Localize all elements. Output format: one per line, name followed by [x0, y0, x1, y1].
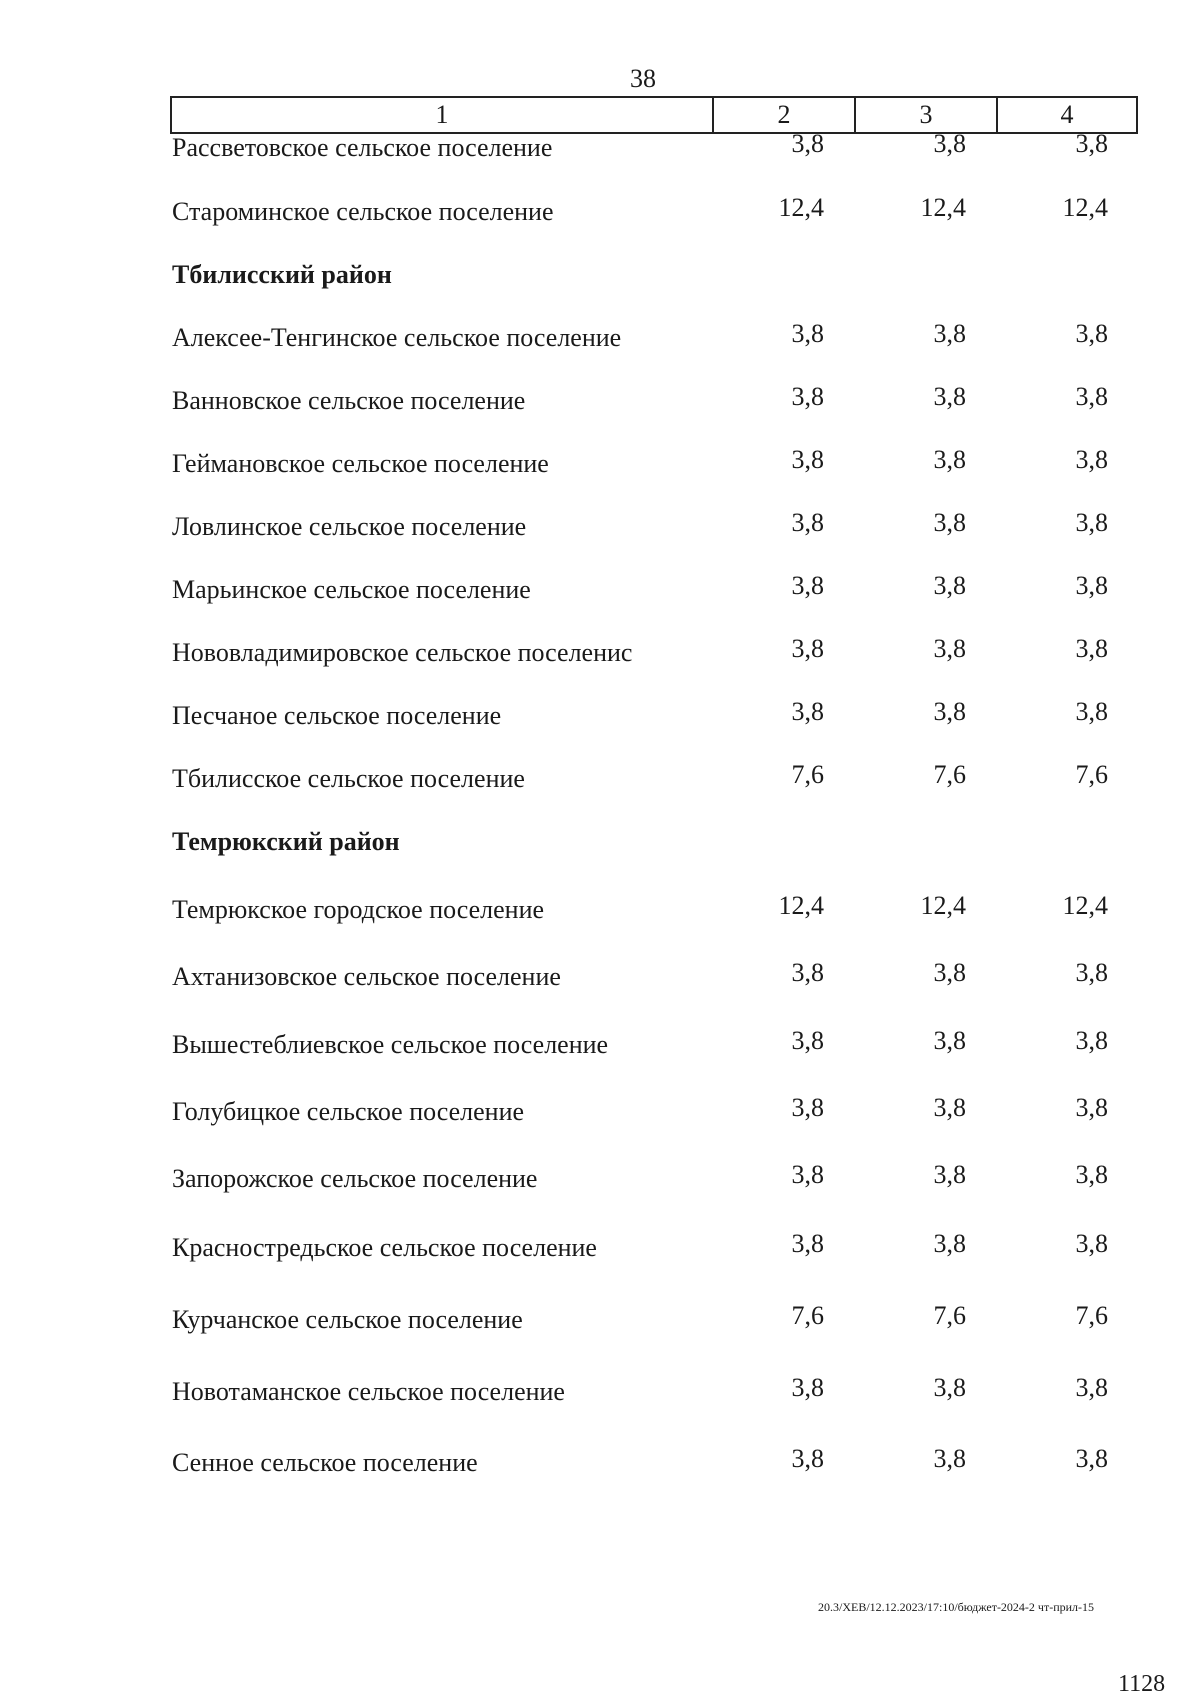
- value-col-2: 3,8: [791, 697, 824, 726]
- footer-code: 20.3/ХЕВ/12.12.2023/17:10/бюджет-2024-2 чт-прил-15: [818, 1600, 1095, 1614]
- settlement-name: Нововладимировское сельское поселенис: [172, 638, 633, 667]
- settlement-name: Запорожское сельское поселение: [172, 1164, 538, 1193]
- settlement-name: Темрюкское городское поселение: [172, 895, 545, 924]
- value-col-4: 3,8: [1075, 958, 1108, 987]
- value-col-2: 3,8: [791, 382, 824, 411]
- table-row: [172, 1302, 1138, 1338]
- value-col-3: 3,8: [933, 319, 966, 348]
- value-col-3: 3,8: [933, 1093, 966, 1122]
- table-row: [172, 130, 1138, 166]
- settlement-name: Песчаное сельское поселение: [172, 701, 502, 730]
- value-col-3: 7,6: [933, 760, 966, 789]
- table-row: [172, 1230, 1138, 1266]
- value-col-3: 3,8: [933, 1444, 966, 1473]
- header-cell-4: 4: [1060, 100, 1074, 129]
- settlement-name: Рассветовское сельское поселение: [172, 133, 553, 162]
- value-col-4: 3,8: [1075, 1026, 1108, 1055]
- settlement-name: Сенное сельское поселение: [172, 1448, 478, 1477]
- value-col-4: 3,8: [1075, 1373, 1108, 1402]
- value-col-3: 3,8: [933, 697, 966, 726]
- value-col-3: 3,8: [933, 1026, 966, 1055]
- value-col-4: 3,8: [1075, 571, 1108, 600]
- value-col-3: 7,6: [933, 1301, 966, 1330]
- value-col-3: 3,8: [933, 129, 966, 158]
- value-col-4: 12,4: [1062, 193, 1108, 222]
- table-row: [172, 194, 1138, 230]
- value-col-3: 3,8: [933, 1160, 966, 1189]
- settlement-name: Вышестеблиевское сельское поселение: [172, 1030, 609, 1059]
- value-col-3: 3,8: [933, 571, 966, 600]
- value-col-2: 12,4: [778, 193, 824, 222]
- value-col-4: 3,8: [1075, 1093, 1108, 1122]
- value-col-2: 3,8: [791, 1373, 824, 1402]
- value-col-4: 3,8: [1075, 382, 1108, 411]
- table-row: [172, 320, 1138, 356]
- value-col-4: 3,8: [1075, 1444, 1108, 1473]
- value-col-4: 3,8: [1075, 634, 1108, 663]
- value-col-2: 3,8: [791, 571, 824, 600]
- settlement-name: Староминское сельское поселение: [172, 197, 554, 226]
- page-number-top: 38: [630, 64, 656, 93]
- value-col-3: 3,8: [933, 445, 966, 474]
- table-row: [172, 572, 1138, 608]
- value-col-4: 7,6: [1075, 760, 1108, 789]
- value-col-3: 3,8: [933, 634, 966, 663]
- value-col-2: 3,8: [791, 1093, 824, 1122]
- table-row: [172, 698, 1138, 734]
- settlement-name: Курчанское сельское поселение: [172, 1305, 523, 1334]
- table-row: [172, 383, 1138, 419]
- value-col-3: 3,8: [933, 1373, 966, 1402]
- value-col-4: 3,8: [1075, 319, 1108, 348]
- table-row: [172, 635, 1138, 671]
- value-col-2: 3,8: [791, 319, 824, 348]
- header-cell-3: 3: [856, 98, 998, 132]
- settlement-name: Новотаманское сельское поселение: [172, 1377, 565, 1406]
- value-col-3: 12,4: [920, 193, 966, 222]
- value-col-4: 3,8: [1075, 129, 1108, 158]
- value-col-2: 7,6: [791, 760, 824, 789]
- settlement-name: Ванновское сельское поселение: [172, 386, 526, 415]
- value-col-4: 3,8: [1075, 1229, 1108, 1258]
- settlement-name: Геймановское сельское поселение: [172, 449, 549, 478]
- header-cell-2: 2: [714, 98, 856, 132]
- settlement-name: Ахтанизовское сельское поселение: [172, 962, 561, 991]
- table-row: [172, 959, 1138, 995]
- table-row: [172, 1445, 1138, 1481]
- settlement-name: Голубицкое сельское поселение: [172, 1097, 525, 1126]
- settlement-name: Тбилисское сельское поселение: [172, 764, 525, 793]
- value-col-2: 3,8: [791, 1229, 824, 1258]
- value-col-2: 3,8: [791, 1026, 824, 1055]
- value-col-3: 3,8: [933, 958, 966, 987]
- page-number-bottom: 1128: [1118, 1671, 1166, 1697]
- value-col-2: 7,6: [791, 1301, 824, 1330]
- value-col-2: 12,4: [778, 891, 824, 920]
- value-col-3: 3,8: [933, 1229, 966, 1258]
- header-cell-1: 1: [172, 98, 714, 132]
- table-row: [172, 1027, 1138, 1063]
- value-col-2: 3,8: [791, 1160, 824, 1189]
- value-col-2: 3,8: [791, 1444, 824, 1473]
- table-row: [172, 446, 1138, 482]
- value-col-2: 3,8: [791, 508, 824, 537]
- table-row: [172, 1374, 1138, 1410]
- value-col-4: 3,8: [1075, 1160, 1108, 1189]
- value-col-4: 3,8: [1075, 508, 1108, 537]
- table-row: [172, 1094, 1138, 1130]
- value-col-3: 12,4: [920, 891, 966, 920]
- value-col-4: 3,8: [1075, 697, 1108, 726]
- district-name: Тбилисский район: [172, 260, 392, 289]
- district-name: Темрюкский район: [172, 827, 400, 856]
- value-col-4: 12,4: [1062, 891, 1108, 920]
- table-row: [172, 761, 1138, 797]
- table-row: [172, 1161, 1138, 1197]
- value-col-3: 3,8: [933, 508, 966, 537]
- settlement-name: Ловлинское сельское поселение: [172, 512, 527, 541]
- value-col-2: 3,8: [791, 958, 824, 987]
- section-heading: [172, 257, 1138, 293]
- value-col-4: 3,8: [1075, 445, 1108, 474]
- value-col-2: 3,8: [791, 634, 824, 663]
- settlement-name: Марьинское сельское поселение: [172, 575, 531, 604]
- table-row: [172, 509, 1138, 545]
- table-row: [172, 892, 1138, 928]
- settlement-name: Алексее-Тенгинское сельское поселение: [172, 323, 622, 352]
- value-col-2: 3,8: [791, 129, 824, 158]
- settlement-name: Красностредьское сельское поселение: [172, 1233, 597, 1262]
- value-col-2: 3,8: [791, 445, 824, 474]
- value-col-3: 3,8: [933, 382, 966, 411]
- section-heading: [172, 824, 1138, 860]
- value-col-4: 7,6: [1075, 1301, 1108, 1330]
